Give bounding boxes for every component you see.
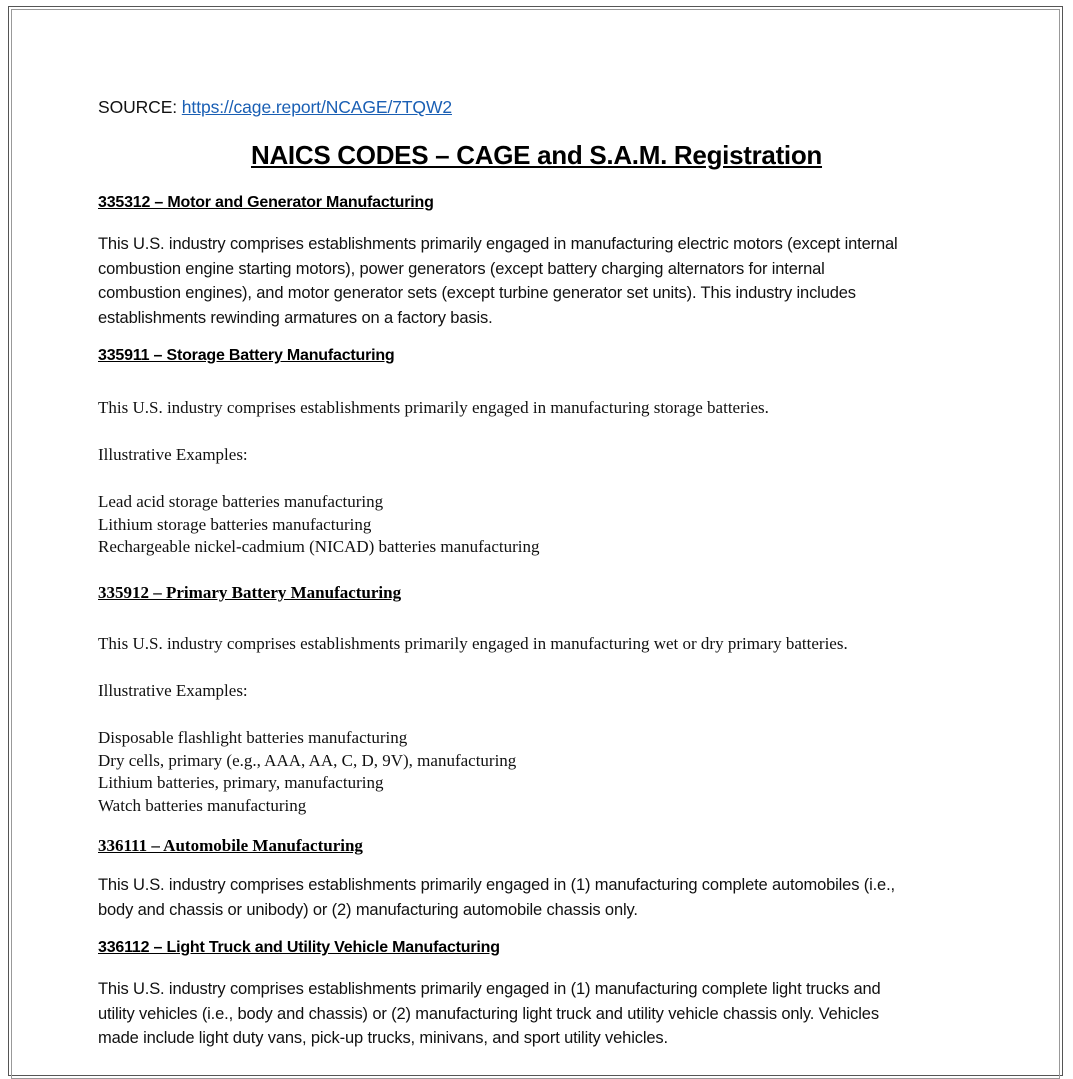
examples-list-335911 — [98, 491, 540, 559]
page-title: NAICS CODES – CAGE and S.A.M. Registration — [250, 140, 823, 170]
section-description-336112 — [98, 977, 881, 1051]
description-line: body and chassis or unibody) or (2) manufacturing automobile chassis only. — [98, 900, 638, 919]
examples-label-335912: Illustrative Examples: — [98, 681, 248, 700]
description-line: This U.S. industry comprises establishments primarily engaged in (1) manufacturing complete automobiles (i.e., — [98, 876, 895, 894]
list-item: Lithium batteries, primary, manufacturing — [98, 773, 384, 792]
description-line: made include light duty vans, pick-up trucks, minivans, and sport utility vehicles. — [98, 1029, 668, 1048]
source-line — [98, 97, 452, 118]
description-line: establishments rewinding armatures on a factory basis. — [98, 309, 493, 328]
section-description-335312 — [98, 232, 898, 331]
source-label: SOURCE: — [98, 97, 182, 117]
description-line: This U.S. industry comprises establishments primarily engaged in (1) manufacturing complete light trucks and — [98, 980, 881, 998]
section-heading-336112: 336112 – Light Truck and Utility Vehicle Manufacturing — [98, 939, 500, 956]
section-description-336111 — [98, 873, 895, 922]
list-item: Lithium storage batteries manufacturing — [98, 514, 372, 534]
examples-label-335911: Illustrative Examples: — [98, 445, 248, 464]
description-line: combustion engines), and motor generator sets (except turbine generator set units). This industry includes — [98, 284, 856, 303]
list-item: Watch batteries manufacturing — [98, 795, 307, 815]
section-heading-335312: 335312 – Motor and Generator Manufacturing — [98, 194, 434, 211]
section-description-335911: This U.S. industry comprises establishments primarily engaged in manufacturing storage batteries. — [98, 398, 769, 417]
section-heading-335911: 335911 – Storage Battery Manufacturing — [98, 347, 395, 364]
examples-list-335912 — [98, 727, 516, 817]
section-description-335912: This U.S. industry comprises establishments primarily engaged in manufacturing wet or dry primary batteries. — [98, 634, 848, 653]
list-item: Rechargeable nickel-cadmium (NICAD) batteries manufacturing — [98, 537, 540, 556]
list-item: Lead acid storage batteries manufacturing — [98, 492, 384, 511]
list-item: Disposable flashlight batteries manufacturing — [98, 728, 408, 747]
description-line: This U.S. industry comprises establishments primarily engaged in manufacturing electric motors (except internal — [98, 235, 898, 253]
description-line: utility vehicles (i.e., body and chassis) or (2) manufacturing light truck and utility vehicle chassis only. Vehicles — [98, 1004, 879, 1023]
section-heading-335912: 335912 – Primary Battery Manufacturing — [98, 583, 402, 602]
list-item: Dry cells, primary (e.g., AAA, AA, C, D, 9V), manufacturing — [98, 750, 517, 770]
source-link[interactable]: https://cage.report/NCAGE/7TQW2 — [181, 97, 452, 117]
section-heading-336111: 336111 – Automobile Manufacturing — [98, 836, 363, 855]
description-line: combustion engine starting motors), power generators (except battery charging alternators for internal — [98, 259, 825, 278]
